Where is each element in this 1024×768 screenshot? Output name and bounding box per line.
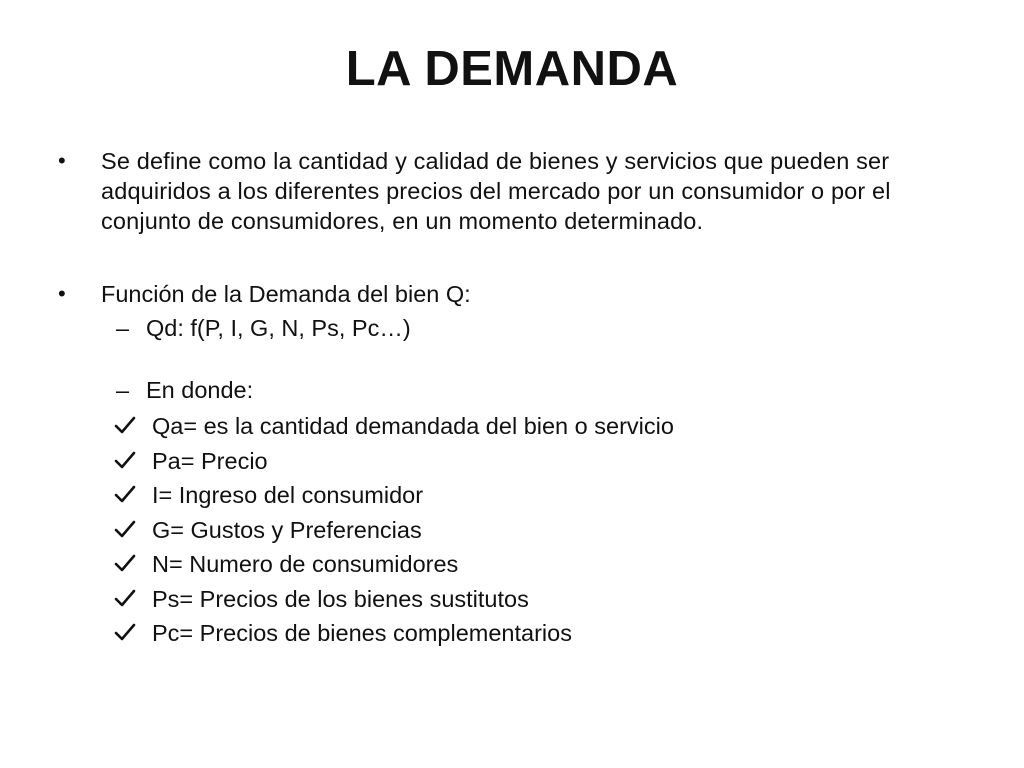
- checkmark-icon: [114, 622, 136, 642]
- checkmark-icon: [114, 415, 136, 435]
- check-item: [58, 409, 978, 444]
- dash-icon: –: [116, 315, 130, 341]
- check-item-text: Pa= Precio: [152, 447, 268, 474]
- check-item-text: Qa= es la cantidad demandada del bien o servicio: [152, 413, 674, 439]
- check-item: [58, 547, 978, 582]
- bullet-dot-icon: •: [58, 148, 66, 173]
- checkmark-icon: [114, 519, 136, 539]
- slide-content: [58, 146, 978, 651]
- check-item-text: I= Ingreso del consumidor: [152, 482, 424, 508]
- check-item-text: Ps= Precios de los bienes sustitutos: [152, 585, 529, 612]
- sub-item-en-donde: [58, 375, 978, 405]
- check-item: [58, 478, 978, 513]
- check-item: [58, 616, 978, 651]
- check-item: [58, 513, 978, 548]
- bullet-function: [58, 279, 978, 309]
- formula-text: Qd: f(P, I, G, N, Ps, Pc…): [146, 315, 411, 341]
- check-item-text: Pc= Precios de bienes complementarios: [152, 620, 572, 646]
- function-text: Función de la Demanda del bien Q:: [101, 281, 471, 307]
- check-item: [58, 444, 978, 479]
- checkmark-icon: [114, 484, 136, 504]
- check-item: [58, 582, 978, 617]
- definition-text: Se define como la cantidad y calidad de bienes y servicios que pueden ser adquiridos a los diferentes precios del mercado por un consumidor o por el conjunto de consumidores, en un momento determinado.: [101, 148, 891, 234]
- slide-title: LA DEMANDA: [345, 42, 679, 96]
- check-list: [58, 409, 978, 651]
- dash-icon: –: [116, 377, 130, 403]
- check-item-text: N= Numero de consumidores: [152, 551, 459, 577]
- en-donde-text: En donde:: [146, 377, 254, 403]
- bullet-definition: [58, 146, 978, 236]
- checkmark-icon: [114, 450, 136, 470]
- check-item-text: G= Gustos y Preferencias: [152, 516, 422, 543]
- sub-item-formula: [58, 313, 978, 343]
- bullet-dot-icon: •: [58, 281, 66, 306]
- checkmark-icon: [114, 553, 136, 573]
- checkmark-icon: [114, 588, 136, 608]
